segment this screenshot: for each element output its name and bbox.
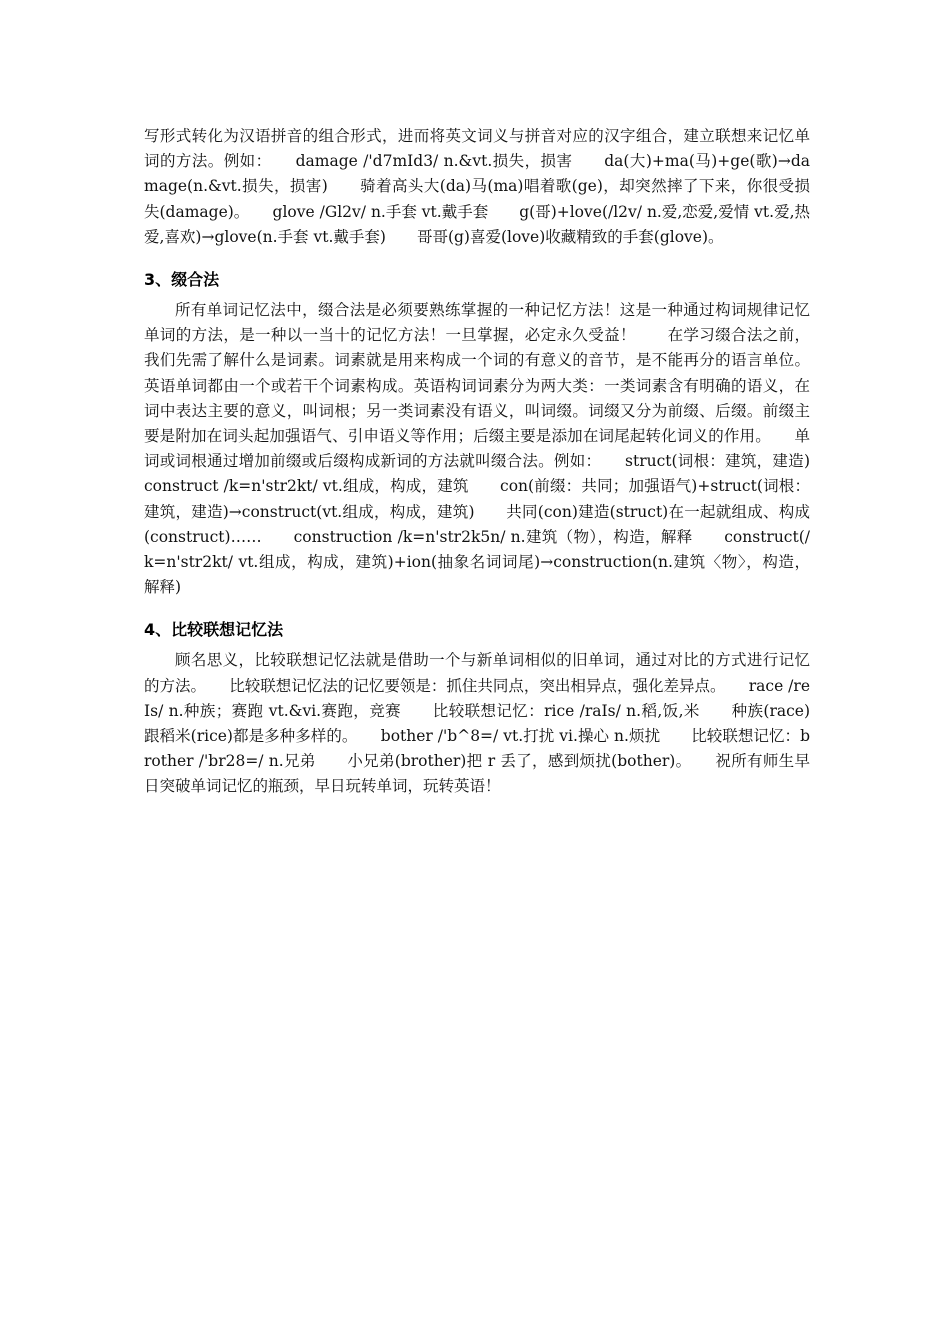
intro-paragraph: 写形式转化为汉语拼音的组合形式，进而将英文词义与拼音对应的汉字组合，建立联想来记忆单词的方法。例如： damage /'d7mId3/ n.&vt.损失，损害 da(大)+ma(马)+ge(歌)→damage(n.&vt.损失，损害) 骑着高头大(da)马(ma)唱着歌(ge)，却突然摔了下来，你很受损失(damage)。 glove /Gl2v/ n.手套 vt.戴手套 g(哥)+love(/l2v/ n.爱,恋爱,爱情 vt.爱,热爱,喜欢)→glove(n.手套 vt.戴手套) 哥哥(g)喜爱(love)收藏精致的手套(glove)。 [144, 127, 810, 246]
section-body-affixation: 所有单词记忆法中，缀合法是必须要熟练掌握的一种记忆方法！这是一种通过构词规律记忆单词的方法，是一种以一当十的记忆方法！一旦掌握，必定永久受益！ 在学习缀合法之前，我们先需了解什么是词素。词素就是用来构成一个词的有意义的音节，是不能再分的语言单位。英语单词都由一个或若干个词素构成。英语构词词素分为两大类：一类词素含有明确的语义，在词中表达主要的意义，叫词根；另一类词素没有语义，叫词缀。词缀又分为前缀、后缀。前缀主要是附加在词头起加强语气、引申语义等作用；后缀主要是添加在词尾起转化词义的作用。 单词或词根通过增加前缀或后缀构成新词的方法就叫缀合法。例如： struct(词根：建筑，建造) construct /k=n'str2kt/ vt.组成，构成，建筑 con(前缀：共同；加强语气)+struct(词根：建筑，建造)→construct(vt.组成，构成，建筑) 共同(con)建造(struct)在一起就组成、构成(construct)…… construction /k=n'str2k5n/ n.建筑（物），构造，解释 construct(/k=n'str2kt/ vt.组成，构成，建筑)+ion(抽象名词词尾)→construction(n.建筑〈物〉，构造，解释) [144, 301, 842, 597]
section-comparison [144, 618, 810, 799]
section-heading-affixation: 3、缀合法 [144, 270, 220, 290]
section-body-comparison: 顾名思义，比较联想记忆法就是借助一个与新单词相似的旧单词，通过对比的方式进行记忆的方法。 比较联想记忆法的记忆要领是：抓住共同点，突出相异点，强化差异点。 race /reIs/ n.种族；赛跑 vt.&vi.赛跑，竞赛 比较联想记忆：rice /raIs/ n.稻,饭,米 种族(race)跟稻米(rice)都是多种多样的。 bother /'b^8=/ vt.打扰 vi.操心 n.烦扰 比较联想记忆：brother /'br28=/ n.兄弟 小兄弟(brother)把 r 丢了，感到烦扰(bother)。 祝所有师生早日突破单词记忆的瓶颈，早日玩转单词，玩转英语！ [144, 651, 810, 796]
document-page [144, 124, 842, 800]
section-affixation [144, 268, 842, 600]
section-heading-comparison: 4、比较联想记忆法 [144, 620, 284, 640]
